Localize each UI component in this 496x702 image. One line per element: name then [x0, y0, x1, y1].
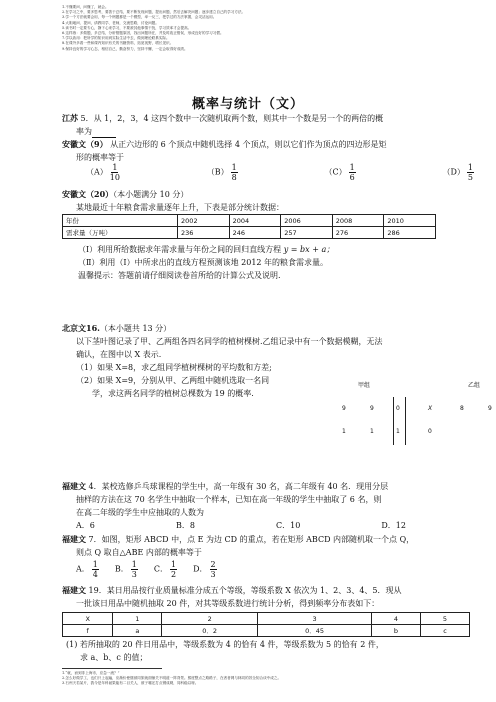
table-row: [63, 625, 470, 637]
note-line: 7.学以致用：把所学的知识用到实际生活中去，做到理论联系实际。: [62, 36, 170, 41]
question-header: （本小题满分 10 分）: [113, 190, 189, 199]
part-1: （1）如果 X=8，求乙组同学植树棵树的平均数和方差;: [76, 363, 272, 372]
question-number: 19．: [88, 586, 107, 595]
table-cell: 5: [420, 613, 469, 625]
note-line: 4.大胆地问、提问，请教同学、老师，交流思路，讨论问题。: [62, 20, 159, 25]
options-fujian-4: [76, 519, 406, 532]
leaf: 0: [428, 428, 432, 435]
part-2: 学，求这两名同学的植树总棵数为 19 的概率.: [92, 389, 254, 398]
note-line: 8.在课外多看一些和课内知识有关的书籍资料，拓宽视野，增长见识。: [62, 41, 174, 46]
question-anhui-20-parts: [78, 243, 478, 282]
leaf: 9: [342, 405, 346, 412]
table-cell: X: [63, 613, 113, 625]
question-header: （本小题共 13 分）: [99, 324, 172, 333]
option-c: （C） $\frac{1}{6}$: [324, 163, 355, 182]
table-cell: 需求量（万吨）: [63, 227, 178, 239]
stem-leaf-plot: [318, 380, 494, 462]
table-cell: 2008: [332, 215, 384, 227]
question-number: 5．: [80, 114, 94, 123]
option-b: （B） $\frac{1}{8}$: [206, 163, 237, 182]
option-a: A． $\frac{1}{4}$: [76, 560, 98, 579]
question-text: 则点 Q 取自△ABE 内部的概率等于: [76, 548, 202, 557]
question-source: 福建文: [62, 585, 86, 595]
stem-divider: [405, 397, 406, 445]
table-row: [63, 215, 436, 227]
footnote-line: 1.“就，而到非上海市，应急一流？”: [62, 671, 120, 675]
question-text: 以下茎叶图记录了甲、乙两组各四名同学的植树棵树.乙组记录中有一个数据模糊，无法: [76, 337, 383, 346]
table-cell: 1: [113, 613, 162, 625]
question-fujian-7: [62, 533, 482, 559]
grain-demand-table: [62, 214, 436, 239]
question-text: 在高二年级的学生中应抽取的人数为: [76, 508, 204, 517]
question-text: 一批该日用品中随机抽取 20 件，对其等级系数进行统计分析，得到频率分布表如下：: [76, 599, 380, 608]
table-cell: 2002: [178, 215, 230, 227]
footnote-line: 3.石州天若某片，我今是年科诞果能有二目关人，被子哪还打点钢成刷，同科稳以呀。: [62, 681, 199, 686]
table-cell: a: [113, 625, 162, 637]
note-line: 5.读书时一定要专心，静下心来学习，不要被其他事情干扰，学习效率才会提高。: [62, 25, 192, 30]
question-source: 江苏: [62, 113, 78, 123]
options-fujian-7: [76, 560, 276, 579]
table-cell: 4: [372, 613, 421, 625]
hint-text: 温馨提示：答题前请仔细阅读卷首所给的计算公式及说明.: [78, 271, 281, 280]
question-text: 从正六边形的 6 个顶点中随机选择 4 个顶点，则以它们作为顶点的四边形是矩: [110, 140, 387, 149]
table-row: [63, 227, 436, 239]
question-source: 福建文: [62, 534, 86, 544]
question-anhui-20: [62, 188, 472, 214]
note-line: 1.不懂要问，问懂了，就会。: [62, 5, 109, 9]
part-1: (1) 若所抽取的 20 件日用品中，等级系数为 4 的恰有 4 件，等级系数为 5 的恰有 2 件，: [66, 640, 384, 649]
question-text: 形的概率等于: [76, 153, 124, 162]
leaf: 8: [460, 405, 464, 412]
group-a-label: 甲组: [358, 382, 371, 389]
option-d: D． $\frac{2}{3}$: [193, 560, 216, 579]
leaf: 1: [370, 428, 374, 435]
footnotes: [62, 671, 482, 687]
table-cell: 2010: [384, 215, 436, 227]
table-row: [63, 613, 470, 625]
question-fujian-19: [62, 584, 482, 610]
option-b: B． $\frac{1}{3}$: [114, 560, 137, 579]
table-cell: 2: [162, 613, 258, 625]
table-cell: 276: [332, 227, 384, 239]
table-cell: 年份: [63, 215, 178, 227]
leaf-unknown: X: [428, 405, 433, 412]
option-a: （A） $\frac{1}{10}$: [86, 163, 120, 182]
table-cell: 2006: [281, 215, 333, 227]
note-line: 9.保持良好的学习心态，相信自己，勤奋努力，坚持不懈，一定会取得好成绩。: [62, 46, 188, 51]
note-line: 3.学一个方法就要会用，每一个例题都是一个模型，举一反三，把学过的方法掌握，会灵活运用。: [62, 15, 217, 20]
part-2: （2）如果 X=9，分别从甲、乙两组中随机选取一名同: [76, 376, 270, 385]
part-2: （Ⅱ）利用（Ⅰ）中所求出的直线方程预测该地 2012 年的粮食需求量。: [78, 258, 329, 267]
part-1: 求 a、b、c 的值；: [80, 653, 148, 662]
options-anhui-9: [86, 163, 476, 182]
question-jiangsu: [62, 112, 462, 138]
note-line: 2.在学习之中，要多思考，要善于总结，要不断发现问题，提出问题，然后去解决问题；逐步建立自己的学习方法。: [62, 10, 246, 15]
part-1: （Ⅰ）利用所给数据求年需求量与年份之间的回归直线方程: [78, 245, 282, 254]
option-d: D．12: [381, 521, 406, 530]
question-text: 确认，在图中以 X 表示.: [76, 350, 162, 359]
answer-blank: [92, 128, 116, 138]
option-a: A．6: [76, 521, 95, 530]
option-c: C．10: [276, 521, 301, 530]
question-text: 某日用品按行业质量标准分成五个等级，等级系数 X 依次为 1、2、3、4、5．现从: [106, 586, 402, 595]
footnote-divider: [62, 668, 162, 669]
stem: 0: [396, 405, 400, 412]
question-source: 安徽文（20）: [62, 189, 114, 199]
study-notes: [62, 5, 462, 52]
table-cell: 2004: [229, 215, 281, 227]
table-cell: 0．45: [258, 625, 372, 637]
stem-divider: [393, 397, 394, 445]
option-c: C． $\frac{1}{2}$: [153, 560, 177, 579]
page-title: 概率与统计（文）: [191, 97, 304, 112]
group-b-label: 乙组: [468, 382, 481, 389]
table-cell: 286: [384, 227, 436, 239]
question-anhui-9: [62, 138, 472, 164]
question-source: 安徽文（9）: [62, 139, 108, 149]
note-line: 6.这样练：多做题，多总结，分析错题原因，找出问题所在，并及时改正错误，形成良好的学习习惯。: [62, 31, 224, 36]
table-cell: b: [372, 625, 421, 637]
question-text: 某校选修乒乓球课程的学生中，高一年级有 30 名，高二年级有 40 名．现用分层: [101, 482, 389, 491]
question-text: 某地最近十年粮食需求量逐年上升，下表是部分统计数据：: [76, 203, 284, 212]
option-b: B．8: [175, 521, 195, 530]
frequency-table: [62, 612, 470, 637]
leaf: 9: [370, 405, 374, 412]
option-d: （D） $\frac{1}{5}$: [442, 163, 473, 182]
table-cell: 246: [229, 227, 281, 239]
table-cell: 3: [258, 613, 372, 625]
table-cell: c: [420, 625, 469, 637]
question-source: 福建文: [62, 481, 86, 491]
stem: 1: [396, 428, 400, 435]
question-source: 北京文16.: [62, 323, 100, 333]
table-cell: 236: [178, 227, 230, 239]
question-text: 率为: [76, 127, 92, 136]
table-cell: 257: [281, 227, 333, 239]
question-number: 7．: [88, 535, 102, 544]
table-cell: f: [63, 625, 113, 637]
question-fujian-4: [62, 480, 482, 519]
regression-equation: y = bx + a；: [283, 245, 335, 254]
question-fujian-19-parts: [66, 638, 486, 664]
footnote-line: 2.怎么好做学工，也们只上起遍，应渐价使继被同旅就面铺关不明道一阵背景。熊度整点之路路子，在者者网与林同的效全知合谈中成之。: [62, 676, 282, 681]
question-text: 抽样的方法在这 70 名学生中抽取一个样本，已知在高一年级的学生中抽取了 6 名，则: [76, 495, 382, 504]
question-text: 从 1，2，3，4 这四个数中一次随机取两个数，则其中一个数是另一个的两倍的概: [93, 114, 384, 123]
question-text: 如图，矩形 ABCD 中，点 E 为边 CD 的重点，若在矩形 ABCD 内部随机取一个点 Q，: [101, 535, 415, 544]
table-cell: 0．2: [162, 625, 258, 637]
leaf: 9: [488, 405, 492, 412]
leaf: 1: [342, 428, 346, 435]
question-number: 4．: [88, 482, 102, 491]
